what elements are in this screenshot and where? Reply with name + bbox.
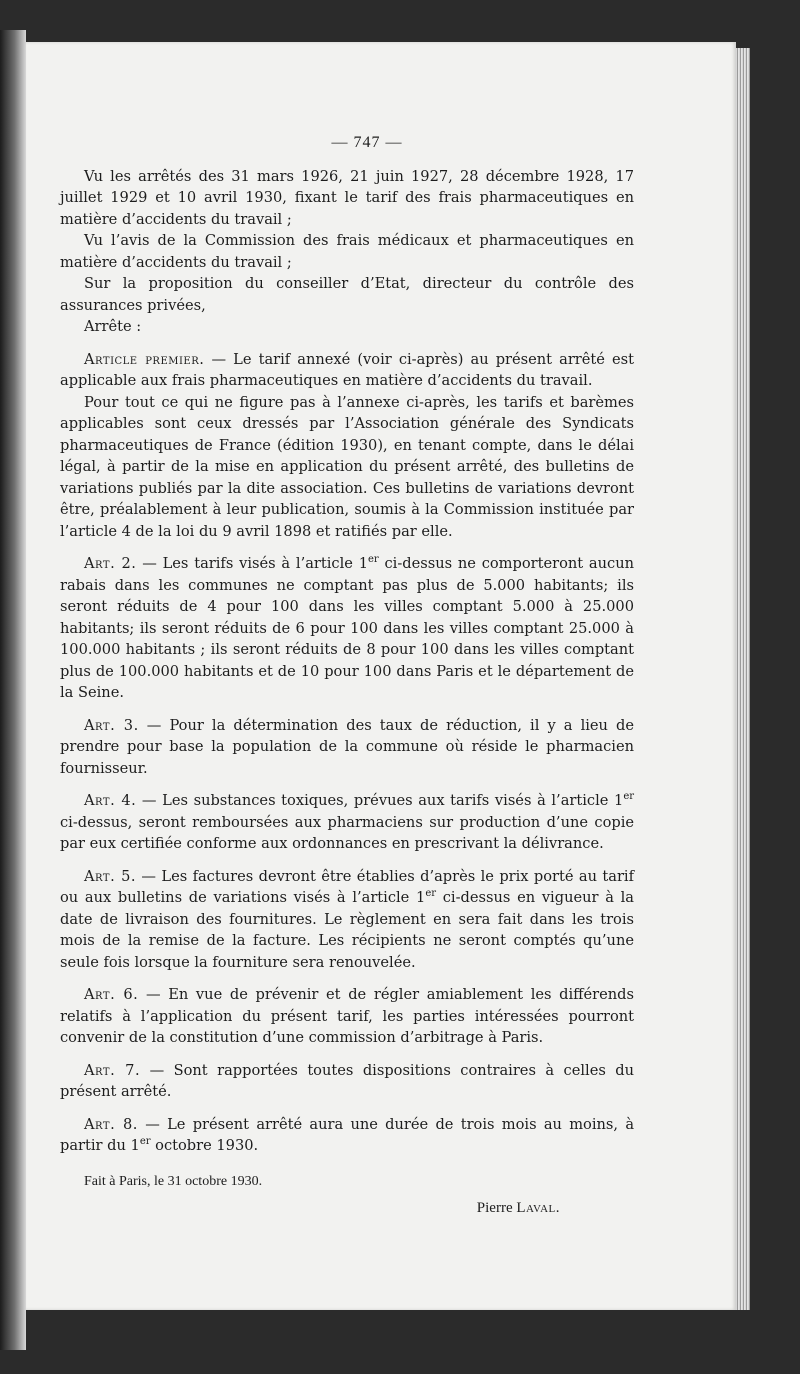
article-7-text: — Sont rapportées toutes dispositions contraires à celles du présent arrêté. [60,1061,635,1100]
article-2-text: — Les tarifs visés à l’article 1er ci-dessus ne comporteront aucun rabais dans les communes ne comptant pas plus de 5.000 habitants; ils seront réduits de 4 pour 100 dans les villes comptant 5.000 à 25.000 habitants; ils seront réduits de 6 pour 100 dans les villes comptant 25.000 à 100.000 habitants ; ils seront réduits de 8 pour 100 dans les villes comptant plus de 100.000 habitants et de 10 pour 100 dans Paris et le département de la Seine. [60,554,634,701]
ordinal-suffix: er [367,554,379,566]
article-5-label: Art. 5. [84,867,137,885]
article-2-label: Art. 2. [84,555,137,572]
paragraph-arrete: Arrête : [84,318,142,335]
article-5 [60,866,634,974]
signature-last-name: Laval. [516,1200,560,1216]
article-6-text: — En vue de prévenir et de régler amiablement les différends relatifs à l’application du présent tarif, les parties intéressées pourront convenir de la constitution d’une commission d’arbitrage à Paris. [60,986,635,1046]
article-1-label: Article premier. [84,350,205,368]
article-5-text: — Les factures devront être établies d’après le prix porté au tarif ou aux bulletins de variations visés à l’article 1er ci-dessus en vigueur à la date de livraison des fournitures. Le règlement en sera fait dans les trois mois de la remise de la facture. Les récipients ne seront comptés qu’une seule fois lorsque la fourniture sera renouvelée. [60,867,634,971]
left-page-edge [0,30,26,1350]
ordinal-suffix: er [425,888,437,900]
signature-first-name: Pierre [476,1200,513,1216]
article-1-text: — Le tarif annexé (voir ci-après) au présent arrêté est applicable aux frais pharmaceutiques en matière d’accidents du travail. [60,350,634,389]
signature [60,1198,560,1220]
ordinal-suffix: er [623,791,635,803]
article-8 [60,1114,634,1157]
article-1-paragraph-2: Pour tout ce qui ne figure pas à l’annexe ci-après, les tarifs et barèmes applicables sont ceux dressés par l’Association générale des Syndicats pharmaceutiques de France (édition 1930), en tenant compte, dans le délai légal, à partir de la mise en application du présent arrêté, des bulletins de variations publiés par la dite association. Ces bulletins de variations devront être, préalablement à leur publication, soumis à la Commission instituée par l’article 4 de la loi du 9 avril 1898 et ratifiés par elle. [60,393,634,540]
article-7-label: Art. 7. [84,1061,141,1079]
article-3 [60,715,634,780]
page-text [60,132,634,1220]
article-1 [60,349,634,392]
article-4-text: — Les substances toxiques, prévues aux tarifs visés à l’article 1er ci-dessus, seront remboursées aux pharmaciens sur production d’une copie par eux certifiée conforme aux ordonnances en prescrivant la délivrance. [60,791,635,852]
article-6-label: Art. 6. [84,986,139,1003]
book-page [26,42,736,1310]
page-stack-edge [736,48,750,1310]
article-3-text: — Pour la détermination des taux de réduction, il y a lieu de prendre pour base la population de la commune où réside le pharmacien fournisseur. [60,716,634,777]
article-8-label: Art. 8. [84,1115,138,1133]
signed-date: Fait à Paris, le 31 octobre 1930. [84,1173,263,1189]
article-6 [60,984,634,1049]
paragraph-proposition: Sur la proposition du conseiller d’Etat, directeur du contrôle des assurances privées, [60,275,634,314]
page-number: — 747 — [331,134,403,151]
article-8-text: — Le présent arrêté aura une durée de trois mois au moins, à partir du 1er octobre 1930. [60,1115,635,1154]
ordinal-suffix: er [139,1136,151,1148]
paragraph-vu-avis: Vu l’avis de la Commission des frais médicaux et pharmaceutiques en matière d’accidents du travail ; [60,232,634,271]
article-7 [60,1060,634,1103]
article-3-label: Art. 3. [84,716,139,734]
article-4-label: Art. 4. [84,792,137,809]
article-4 [60,790,634,855]
article-2 [60,553,634,704]
paragraph-vu-arretes: Vu les arrêtés des 31 mars 1926, 21 juin 1927, 28 décembre 1928, 17 juillet 1929 et 10 avril 1930, fixant le tarif des frais pharmaceutiques en matière d’accidents du travail ; [60,167,634,228]
